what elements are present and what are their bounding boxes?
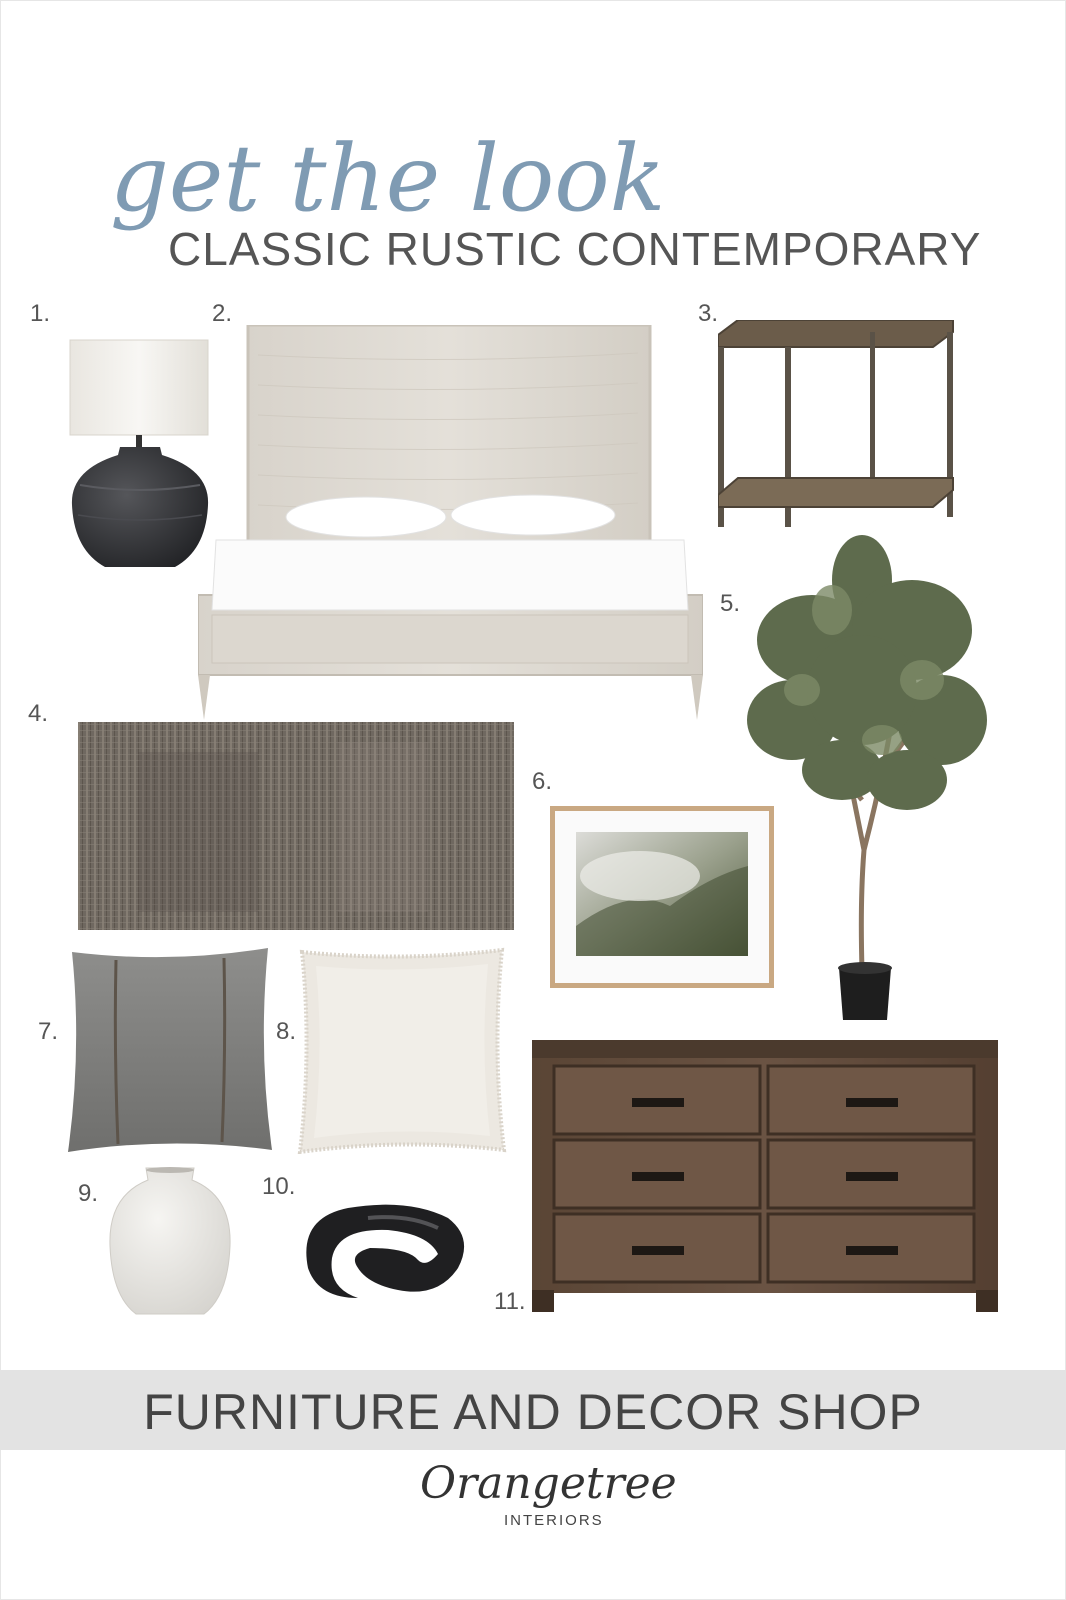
item-number-1: 1. bbox=[30, 300, 51, 327]
item-number-7: 7. bbox=[38, 1018, 59, 1045]
brand-logo bbox=[420, 1458, 677, 1548]
vase-icon bbox=[108, 1166, 232, 1316]
item-number-5: 5. bbox=[720, 590, 741, 617]
rug-icon bbox=[78, 722, 514, 930]
item-number-11: 11. bbox=[494, 1288, 526, 1315]
sculpture-icon bbox=[298, 1198, 474, 1302]
white-pillow-icon bbox=[296, 946, 508, 1154]
item-number-10: 10. bbox=[262, 1173, 296, 1200]
brand-logo-sub: INTERIORS bbox=[504, 1512, 604, 1529]
brand-logo-script: Orangetree bbox=[420, 1458, 677, 1509]
item-number-2: 2. bbox=[212, 300, 233, 327]
item-number-9: 9. bbox=[78, 1180, 99, 1207]
gray-pillow-icon bbox=[66, 946, 274, 1154]
olive-tree-icon bbox=[742, 520, 987, 1025]
item-number-6: 6. bbox=[532, 768, 553, 795]
item-number-3: 3. bbox=[698, 300, 719, 327]
item-number-4: 4. bbox=[28, 700, 49, 727]
dresser-icon bbox=[532, 1040, 998, 1312]
page-subtitle: CLASSIC RUSTIC CONTEMPORARY bbox=[168, 223, 982, 275]
shop-banner-text: FURNITURE AND DECOR SHOP bbox=[143, 1384, 923, 1440]
item-number-8: 8. bbox=[276, 1018, 297, 1045]
bed-icon bbox=[198, 325, 703, 720]
side-table-icon bbox=[718, 320, 958, 530]
script-title-text: get the look bbox=[110, 125, 660, 232]
framed-art-icon bbox=[550, 806, 774, 988]
table-lamp-icon bbox=[60, 335, 220, 580]
